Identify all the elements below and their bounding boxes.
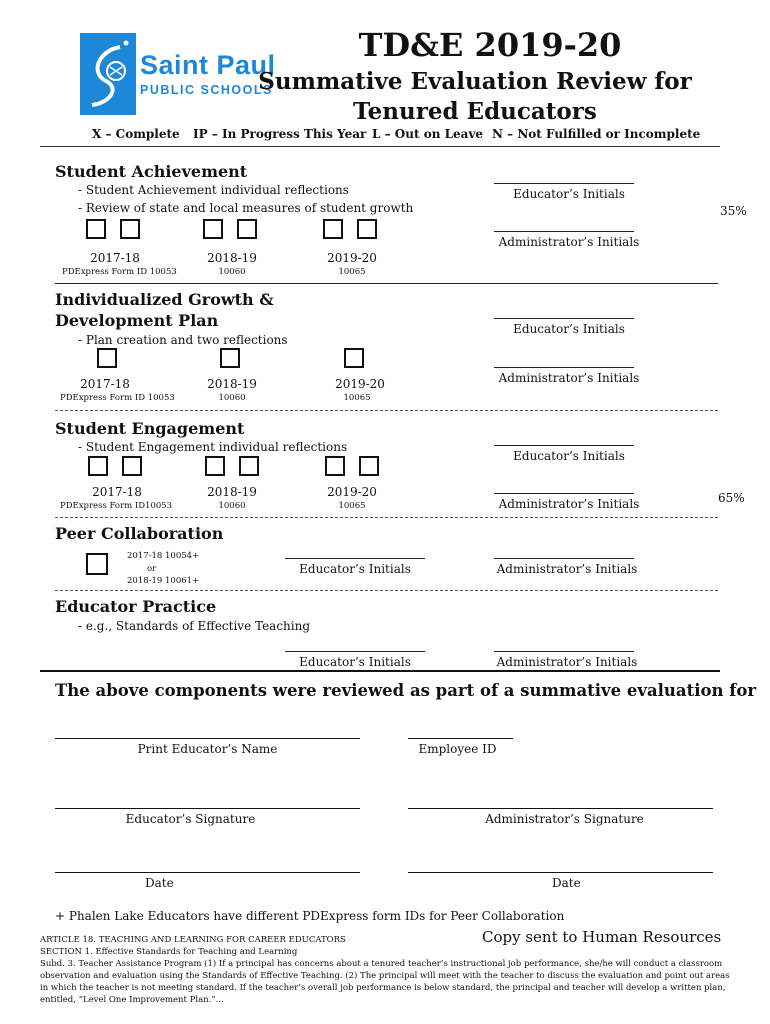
growth-plan-item: - Plan creation and two reflections [78, 333, 288, 347]
student-engagement-heading: Student Engagement [55, 419, 245, 438]
print-name-label: Print Educator’s Name [137, 742, 278, 756]
se-year-2017-18: 2017-18 [92, 485, 142, 499]
ep-admin-initials-label: Administrator’s Initials [496, 655, 638, 669]
header-divider [40, 146, 720, 147]
page-title: TD&E 2019-20 [358, 26, 622, 64]
checkbox-gp-2018-19[interactable] [220, 348, 240, 368]
date-left-label: Date [145, 876, 174, 890]
sa-educator-initials-line [494, 183, 634, 184]
gp-year-2017-18: 2017-18 [80, 377, 130, 391]
checkbox-sa-2018-19-a[interactable] [203, 219, 223, 239]
page-subtitle-line1: Summative Evaluation Review for [258, 68, 692, 95]
ep-educator-initials-line [285, 651, 425, 652]
sa-year-2019-20: 2019-20 [327, 251, 377, 265]
se-admin-initials-label: Administrator’s Initials [498, 497, 640, 511]
logo-text-line2: PUBLIC SCHOOLS [140, 83, 273, 97]
pc-educator-initials-line [285, 558, 425, 559]
checkbox-se-2019-20-b[interactable] [359, 456, 379, 476]
checkbox-sa-2019-20-a[interactable] [323, 219, 343, 239]
pc-form-or: or [147, 564, 157, 574]
student-achievement-item-1: - Student Achievement individual reflections [78, 183, 349, 197]
checkbox-sa-2018-19-b[interactable] [237, 219, 257, 239]
divider-3 [55, 517, 718, 518]
sa-year-2018-19: 2018-19 [207, 251, 257, 265]
sa-weight: 35% [720, 204, 747, 218]
gp-year-2018-19: 2018-19 [207, 377, 257, 391]
article-title: ARTICLE 18. TEACHING AND LEARNING FOR CAREER EDUCATORS [40, 935, 346, 945]
educator-signature-label: Educator’s Signature [125, 812, 256, 826]
sa-year-2017-18: 2017-18 [90, 251, 140, 265]
phalen-lake-footnote: + Phalen Lake Educators have different PDExpress form IDs for Peer Collaboration [55, 909, 565, 923]
article-line3: in which the teacher is not meeting standard. If the teacher’s overall job performance is below standard, the principal and teacher will develop a written plan, [40, 983, 726, 993]
logo-text-line1: Saint Paul [140, 50, 276, 80]
gp-year-2019-20: 2019-20 [335, 377, 385, 391]
pc-form-line2: 2018-19 10061+ [127, 576, 200, 586]
checkbox-gp-2017-18[interactable] [97, 348, 117, 368]
se-year-2018-19: 2018-19 [207, 485, 257, 499]
gp-admin-initials-line [494, 367, 634, 368]
educator-signature-line [55, 808, 360, 809]
se-year-2019-20: 2019-20 [327, 485, 377, 499]
checkbox-sa-2017-18-b[interactable] [120, 219, 140, 239]
legend-complete: X – Complete [92, 127, 180, 141]
checkbox-se-2017-18-b[interactable] [122, 456, 142, 476]
page-subtitle-line2: Tenured Educators [353, 98, 597, 125]
summative-statement: The above components were reviewed as part of a summative evaluation for [55, 681, 757, 700]
checkbox-gp-2019-20[interactable] [344, 348, 364, 368]
se-admin-initials-line [494, 493, 634, 494]
checkbox-sa-2019-20-b[interactable] [357, 219, 377, 239]
gp-form-id-2: 10060 [218, 393, 246, 403]
gp-educator-initials-label: Educator’s Initials [513, 322, 625, 336]
checkbox-se-2018-19-a[interactable] [205, 456, 225, 476]
checkbox-peer-collaboration[interactable] [86, 553, 108, 575]
sa-form-id-2: 10060 [218, 267, 246, 277]
print-name-line [55, 738, 360, 739]
growth-plan-heading-line2: Development Plan [55, 311, 219, 330]
se-educator-initials-label: Educator’s Initials [513, 449, 625, 463]
administrator-signature-line [408, 808, 713, 809]
checkbox-se-2018-19-b[interactable] [239, 456, 259, 476]
sa-admin-initials-label: Administrator’s Initials [498, 235, 640, 249]
sa-form-id-1: PDExpress Form ID 10053 [62, 267, 177, 277]
se-form-id-2: 10060 [218, 501, 246, 511]
article-line2: observation and evaluation using the Standards of Effective Teaching. (2) The principal will meet with the teacher to discuss the evaluation and point out areas [40, 971, 730, 981]
legend-on-leave: L – Out on Leave [372, 127, 484, 141]
student-engagement-item: - Student Engagement individual reflections [78, 440, 348, 454]
educator-practice-heading: Educator Practice [55, 597, 217, 616]
employee-id-label: Employee ID [418, 742, 497, 756]
sa-educator-initials-label: Educator’s Initials [513, 187, 625, 201]
student-achievement-heading: Student Achievement [55, 162, 248, 181]
date-left-line [55, 872, 360, 873]
growth-plan-heading-line1: Individualized Growth & [55, 290, 274, 309]
divider-main [40, 670, 720, 672]
checkbox-sa-2017-18-a[interactable] [86, 219, 106, 239]
article-line1: Subd. 3. Teacher Assistance Program (1) If a principal has concerns about a tenured teacher’s instructional job performance, she/he will conduct a classroom [40, 959, 723, 969]
copy-sent-note: Copy sent to Human Resources [482, 928, 722, 946]
pc-educator-initials-label: Educator’s Initials [299, 562, 411, 576]
ep-admin-initials-line [494, 651, 634, 652]
date-right-line [408, 872, 713, 873]
date-right-label: Date [552, 876, 581, 890]
article-line4: entitled, “Level One Improvement Plan.”... [40, 995, 224, 1005]
employee-id-line [408, 738, 513, 739]
peer-collaboration-heading: Peer Collaboration [55, 524, 224, 543]
sa-admin-initials-line [494, 231, 634, 232]
pc-admin-initials-label: Administrator’s Initials [496, 562, 638, 576]
ep-educator-initials-label: Educator’s Initials [299, 655, 411, 669]
gp-form-id-1: PDExpress Form ID 10053 [60, 393, 175, 403]
divider-1 [55, 283, 718, 284]
gp-educator-initials-line [494, 318, 634, 319]
student-achievement-item-2: - Review of state and local measures of student growth [78, 201, 414, 215]
se-form-id-3: 10065 [338, 501, 366, 511]
divider-4 [55, 590, 718, 591]
logo-emblem-icon [80, 33, 136, 115]
se-educator-initials-line [494, 445, 634, 446]
administrator-signature-label: Administrator’s Signature [485, 812, 644, 826]
se-weight: 65% [718, 491, 745, 505]
pc-admin-initials-line [494, 558, 634, 559]
checkbox-se-2019-20-a[interactable] [325, 456, 345, 476]
legend-not-fulfilled: N – Not Fulfilled or Incomplete [492, 127, 701, 141]
pc-form-line1: 2017-18 10054+ [127, 551, 200, 561]
divider-2 [55, 410, 718, 411]
gp-form-id-3: 10065 [343, 393, 371, 403]
article-section: SECTION 1. Effective Standards for Teaching and Learning [40, 947, 298, 957]
legend-in-progress: IP – In Progress This Year [193, 127, 367, 141]
gp-admin-initials-label: Administrator’s Initials [498, 371, 640, 385]
educator-practice-item: - e.g., Standards of Effective Teaching [78, 619, 311, 633]
sa-form-id-3: 10065 [338, 267, 366, 277]
se-form-id-1: PDExpress Form ID10053 [60, 501, 173, 511]
checkbox-se-2017-18-a[interactable] [88, 456, 108, 476]
district-logo [80, 33, 136, 115]
